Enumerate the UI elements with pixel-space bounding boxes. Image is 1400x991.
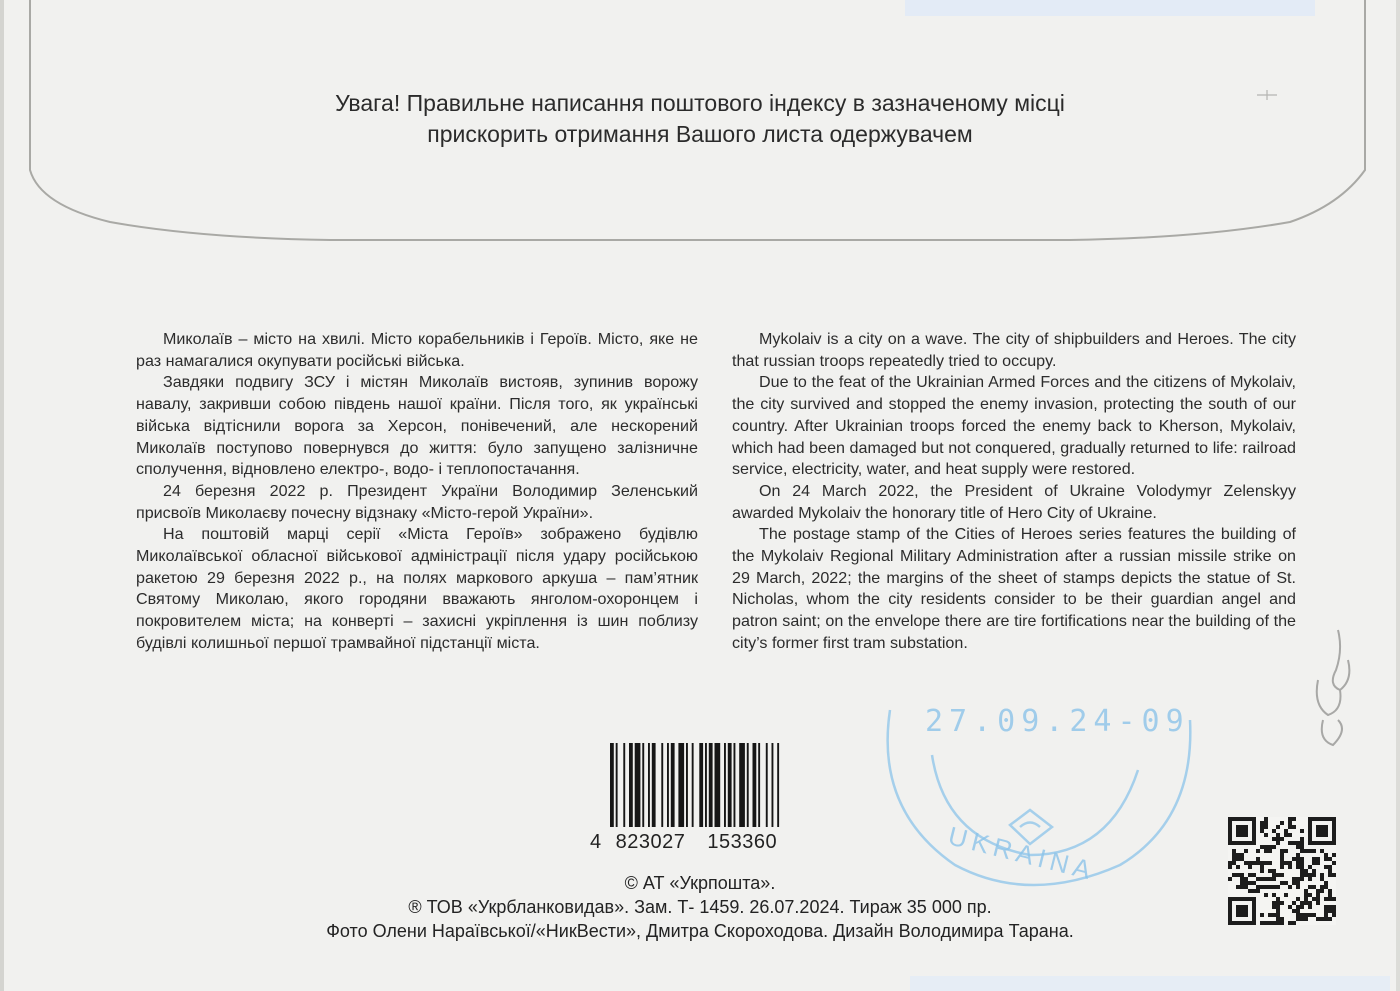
postal-code-notice xyxy=(230,88,1170,150)
en-paragraph: Mykolaiv is a city on a wave. The city of shipbuilders and Heroes. The city that russian troops repeatedly tried to occupy. xyxy=(732,330,1296,370)
imprint-line-3: Фото Олени Нараївської/«НикВести», Дмитра Скороходова. Дизайн Володимира Тарана. xyxy=(326,921,1074,941)
en-paragraph: The postage stamp of the Cities of Heroes series features the building of the Mykolaiv Regional Military Administration after a russian missile strike on 29 March, 2022; the margins of the sheet of stamps depicts the statue of St. Nicholas, whom the city residents consider to be their guardian angel and patron saint; on the envelope there are tire fortifications near the building of the city’s former first tram substation. xyxy=(732,525,1296,652)
barcode-group-1: 823027 xyxy=(615,831,686,853)
signature-icon xyxy=(1298,620,1378,750)
description-ukrainian xyxy=(136,329,698,655)
notice-line-1: Увага! Правильне написання поштового індексу в зазначеному місці xyxy=(335,90,1065,116)
uk-paragraph: Миколаїв – місто на хвилі. Місто корабельників і Героїв. Місто, яке не раз намагалися окупувати російські війська. xyxy=(136,330,698,370)
envelope-bottom-strip xyxy=(910,976,1390,991)
en-paragraph: Due to the feat of the Ukrainian Armed Forces and the citizens of Mykolaiv, the city survived and stopped the enemy invasion, protecting the south of our country. After Ukrainian troops forced the enemy back to Kherson, Mykolaiv, which had been damaged but not conquered, gradually returned to life: railroad service, electricity, water, and heat supply were restored. xyxy=(732,373,1296,479)
barcode-number xyxy=(590,831,820,854)
imprint-line-2: ® ТОВ «Укрбланковидав». Зам. Т- 1459. 26.07.2024. Тираж 35 000 пр. xyxy=(408,897,992,917)
uk-paragraph: Завдяки подвигу ЗСУ і містян Миколаїв вистояв, зупинив ворожу навалу, закривши собою південь нашої країни. Після того, як українські війська відтіснили ворога за Херсон, понівечений, але нескорений Миколаїв поступово повернувся до життя: було запущено залізничне сполучення, відновлено електро-, водо- і теплопостачання. xyxy=(136,373,698,479)
envelope-flap xyxy=(0,0,1400,300)
description-english xyxy=(732,329,1296,655)
postmark-date: 27.09.24-09 xyxy=(925,704,1190,739)
barcode-icon xyxy=(608,743,813,827)
speck-mark xyxy=(1255,88,1279,102)
uk-paragraph: 24 березня 2022 р. Президент України Володимир Зеленський присвоїв Миколаєву почесну відзнаку «Місто-герой України». xyxy=(136,481,698,522)
qr-code-icon xyxy=(1228,817,1336,925)
barcode-group-2: 153360 xyxy=(707,831,778,853)
imprint-line-1: © АТ «Укрпошта». xyxy=(624,873,776,893)
imprint xyxy=(200,871,1200,943)
notice-line-2: прискорить отримання Вашого листа одержувачем xyxy=(427,121,973,147)
en-paragraph: On 24 March 2022, the President of Ukraine Volodymyr Zelenskyy awarded Mykolaiv the honorary title of Hero City of Ukraine. xyxy=(732,481,1296,522)
uk-paragraph: На поштовій марці серії «Міста Героїв» зображено будівлю Миколаївської обласної військової адміністрації після удару російською ракетою 29 березня 2022 р., на полях маркового аркуша – пам’ятник Святому Миколаю, якого городяни вважають янголом-охоронцем і покровителем міста; на конверті – захисні укріплення із шин поблизу будівлі колишньої першої трамвайної підстанції міста. xyxy=(136,525,698,652)
barcode-first-digit: 4 xyxy=(590,831,602,853)
postmark-country: UKRAINA xyxy=(945,820,1099,887)
